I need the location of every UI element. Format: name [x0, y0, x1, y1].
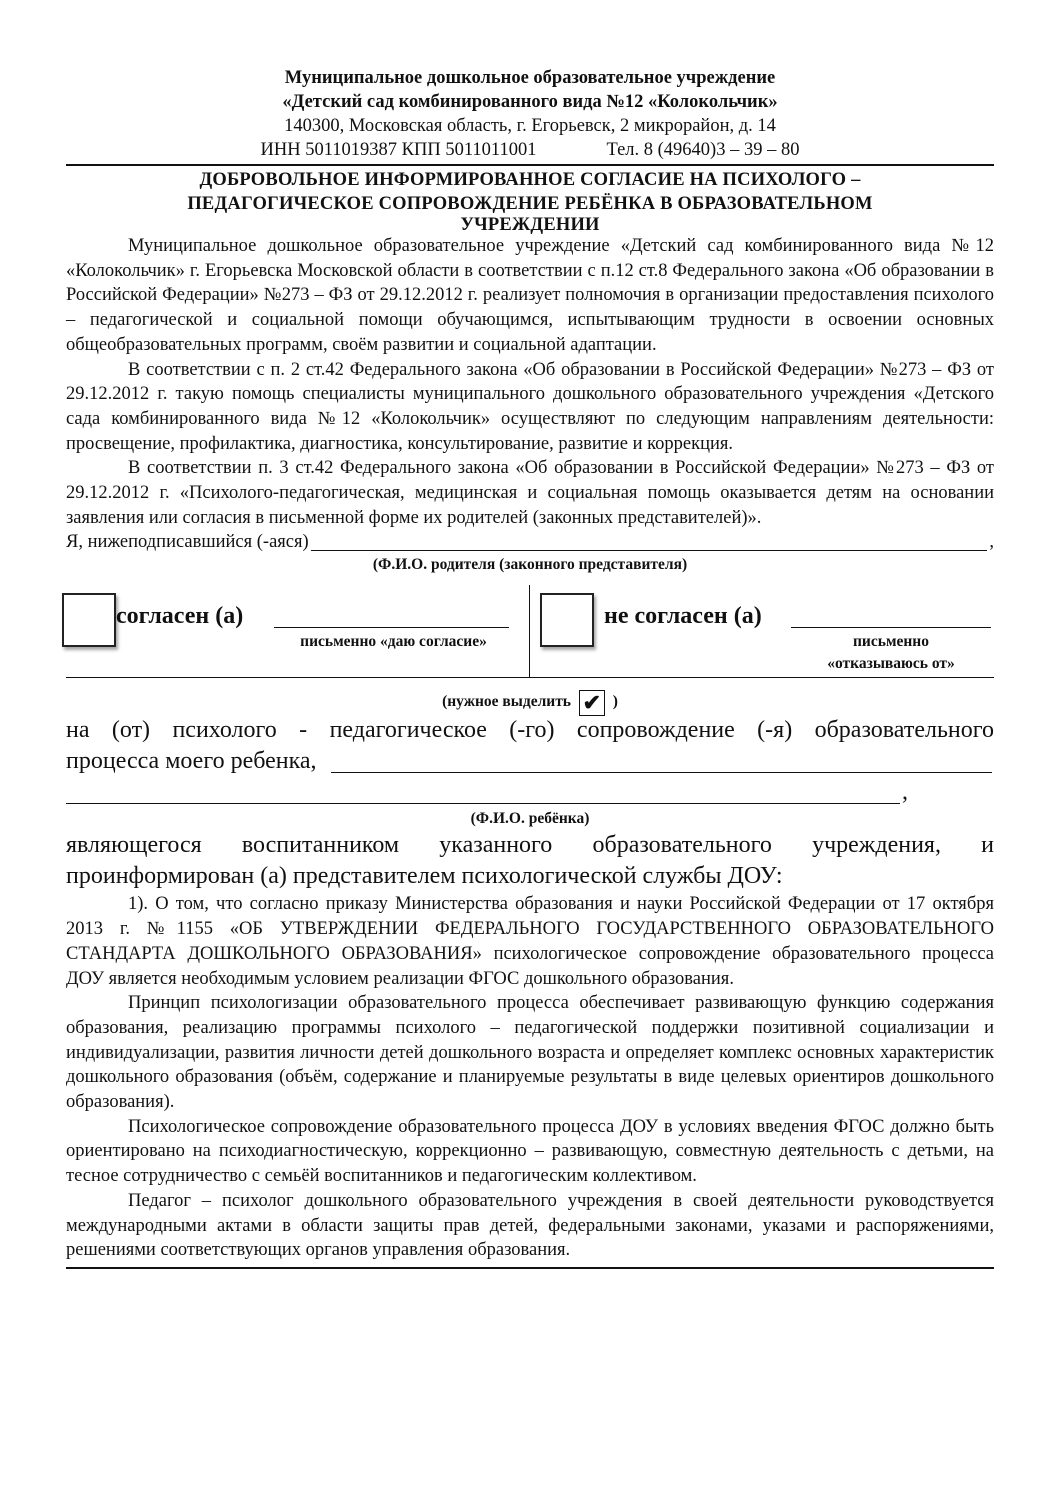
consent-horizontal-divider: [66, 677, 994, 678]
intro-paragraph-3: В соответствии п. 3 ст.42 Федерального закона «Об образовании в Российской Федерации» №273 – ФЗ от 29.12.2012 г. «Психолого-педагогическая, медицинская и социальная помощь оказывается детям на основании заявления или согласия в письменной форме их родителей (законных представителей)».: [66, 458, 994, 528]
intro-paragraph-2: В соответствии с п. 2 ст.42 Федерального закона «Об образовании в Российской Федерации» №273 – ФЗ от 29.12.2012 г. такую помощь специалисты муниципального дошкольного образовательного учреждения «Детского сада комбинированного вида №12 «Колокольчик» осуществляют по следующим направлениям деятельности: просвещение, профилактика, диагностика, консультирование, развитие и коррекция.: [66, 359, 994, 454]
parent-name-field[interactable]: [311, 534, 988, 551]
disagree-checkbox[interactable]: [540, 593, 594, 647]
document-title: [66, 168, 994, 234]
footer-divider: [66, 1267, 994, 1269]
intro-paragraph-1: Муниципальное дошкольное образовательное учреждение «Детский сад комбинированного вида №12 «Колокольчик» г. Егорьевска Московской области в соответствии с п.12 ст.8 Федерального закона «Об образовании в Российской Федерации» №273 – ФЗ от 29.12.2012 г. реализует полномочия в организации предоставления психолого – педагогической и социальной помощи обучающимся, испытывающим трудности в освоении основных общеобразовательных программ, своём развитии и социальной адаптации.: [66, 236, 994, 355]
child-name-row-2: [66, 777, 908, 808]
org-address: 140300, Московская область, г. Егорьевск, 2 микрорайон, д. 14: [284, 116, 776, 136]
body-paragraph-2: Принцип психологизации образовательного процесса обеспечивает развивающую функцию содержания образования, реализацию программы психолого – педагогической поддержки позитивной социализации и индивидуализации, развития личности детей дошкольного возраста и определяет комплекс основных характеристик дошкольного образования (объём, содержание и планируемые результаты в виде целевых ориентиров дошкольного образования).: [66, 993, 994, 1113]
child-name-field-continued[interactable]: [66, 787, 900, 804]
signer-row: [66, 530, 994, 555]
mark-instruction-close: ): [612, 693, 618, 711]
title-line3: УЧРЕЖДЕНИИ: [460, 215, 600, 235]
agree-label: согласен (а): [116, 603, 244, 630]
org-contacts: [66, 138, 994, 162]
org-header: [66, 66, 994, 138]
disagree-caption-line1: письменно: [853, 633, 929, 651]
disagree-label: не согласен (а): [604, 603, 762, 630]
org-phone: Тел. 8 (49640)3 – 39 – 80: [606, 140, 800, 160]
child-name-label: процесса моего ребенка,: [66, 748, 317, 775]
mark-instruction-label: (нужное выделить: [442, 693, 572, 711]
signer-label: Я, нижеподписавшийся (-аяся): [66, 532, 309, 553]
disagree-caption: [806, 631, 976, 675]
title-line1: ДОБРОВОЛЬНОЕ ИНФОРМИРОВАННОЕ СОГЛАСИЕ НА ПСИХОЛОГО –: [199, 170, 861, 190]
mark-instruction: [66, 689, 994, 715]
header-divider: [66, 164, 994, 166]
child-name-row: [66, 746, 994, 777]
child-name-caption: (Ф.И.О. ребёнка): [470, 810, 590, 828]
agree-caption: письменно «даю согласие»: [300, 633, 487, 651]
title-line2: ПЕДАГОГИЧЕСКОЕ СОПРОВОЖДЕНИЕ РЕБЁНКА В ОБРАЗОВАТЕЛЬНОМ: [187, 194, 873, 214]
child-line-5: проинформирован (а) представителем психологической службы ДОУ:: [66, 863, 783, 890]
agree-checkbox[interactable]: [62, 593, 116, 647]
disagree-caption-line2: «отказываюсь от»: [827, 655, 955, 673]
org-name-line1: Муниципальное дошкольное образовательное учреждение: [284, 68, 776, 88]
child-line-4: являющегося воспитанником указанного образовательного учреждения, и: [66, 832, 994, 859]
consent-choice-block: [66, 585, 994, 697]
signer-comma: ,: [989, 532, 994, 553]
parent-name-caption: (Ф.И.О. родителя (законного представителя): [372, 556, 688, 574]
org-inn-kpp: ИНН 5011019387 КПП 5011011001: [260, 140, 537, 160]
check-mark-icon: ✔: [579, 690, 605, 716]
consent-vertical-divider: [529, 585, 530, 677]
body-paragraph-1: 1). О том, что согласно приказу Министерства образования и науки Российской Федерации от 17 октября 2013 г. №1155 «ОБ УТВЕРЖДЕНИИ ФЕДЕРАЛЬНОГО ГОСУДАРСТВЕННОГО ОБРАЗОВАТЕЛЬНОГО СТАНДАРТА ДОШКОЛЬНОГО ОБРАЗОВАНИЯ» психологическое сопровождение образовательного процесса ДОУ является необходимым условием реализации ФГОС дошкольного образования.: [66, 894, 994, 989]
agree-signature-line[interactable]: [274, 625, 509, 628]
consent-document: [66, 0, 994, 1269]
child-name-comma: ,: [902, 779, 908, 806]
disagree-signature-line[interactable]: [791, 625, 991, 628]
body-paragraph-4: Педагог – психолог дошкольного образовательного учреждения в своей деятельности руководствуется международными актами в области защиты прав детей, федеральными законами, указами и распоряжениями, решениями соответствующих органов управления образования.: [66, 1190, 994, 1261]
org-name-line2: «Детский сад комбинированного вида №12 «Колокольчик»: [282, 92, 778, 112]
body-paragraph-3: Психологическое сопровождение образовательного процесса ДОУ в условиях введения ФГОС должно быть ориентировано на психодиагностическую, коррекционно – развивающую, совместную деятельность с детьми, на тесное сотрудничество с семьёй воспитанников и педагогическим коллективом.: [66, 1116, 994, 1187]
child-name-field[interactable]: [331, 756, 992, 773]
child-line-1: на (от) психолого - педагогическое (-го) сопровождение (-я) образовательного: [66, 717, 994, 744]
